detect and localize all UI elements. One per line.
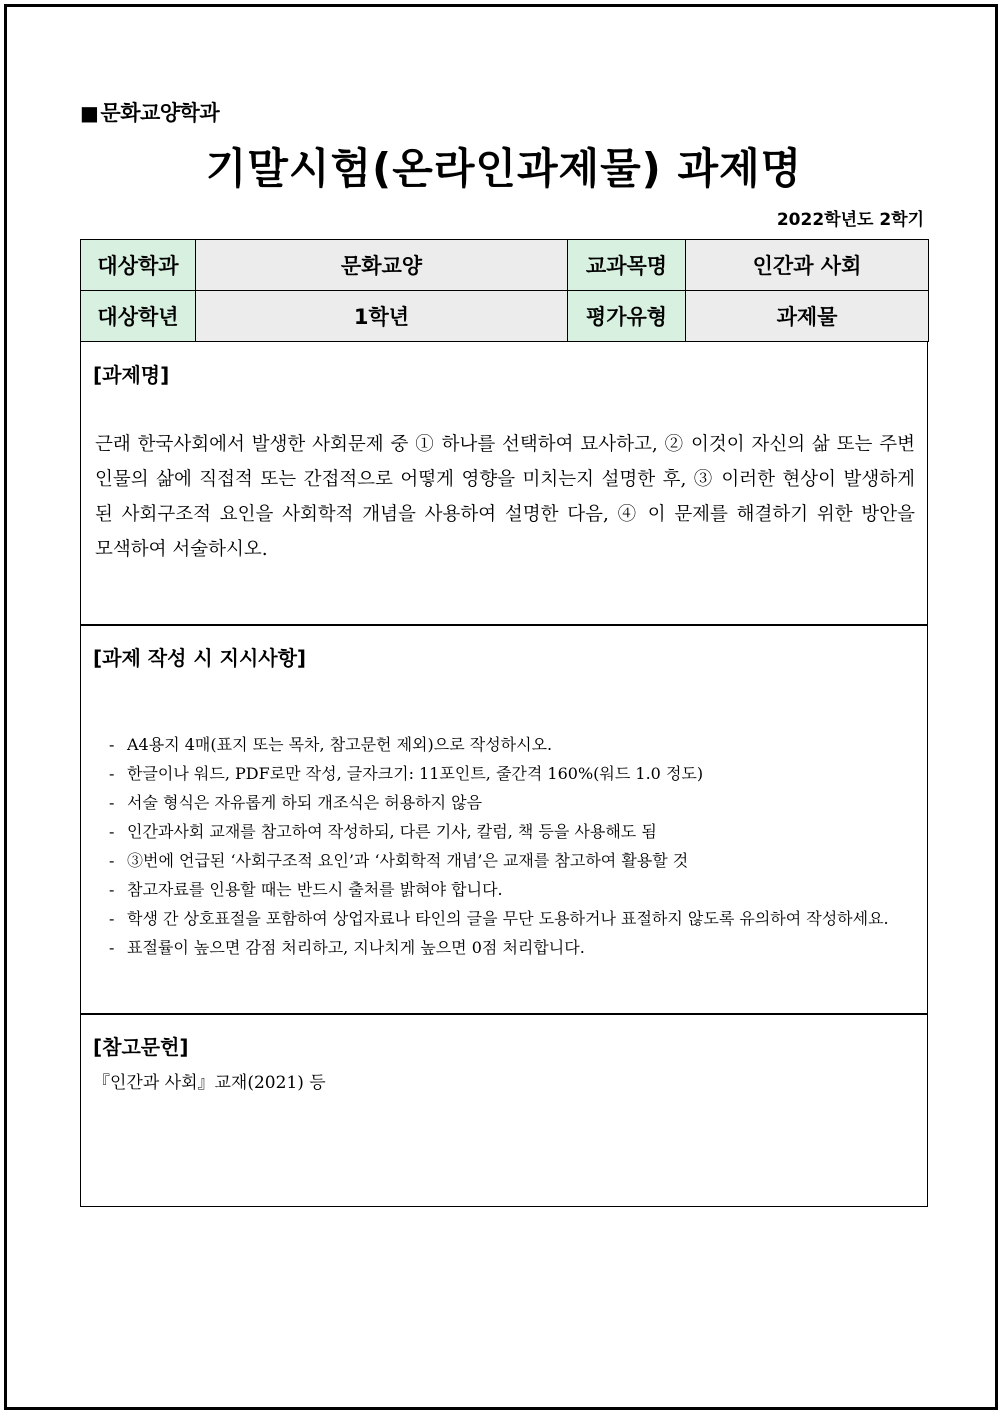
dash-bullet: - (109, 764, 115, 783)
instruction-text: 서술 형식은 자유롭게 하되 개조식은 허용하지 않음 (127, 793, 483, 812)
list-item (105, 904, 905, 933)
instruction-text: 한글이나 워드, PDF로만 작성, 글자크기: 11포인트, 줄간격 160%(워드 1.0 정도) (127, 764, 704, 783)
instructions-section (80, 624, 928, 1015)
instruction-text: ③번에 언급된 ‘사회구조적 요인’과 ‘사회학적 개념’은 교재를 참고하여 활용할 것 (127, 851, 689, 870)
instruction-text: A4용지 4매(표지 또는 목차, 참고문헌 제외)으로 작성하시오. (127, 735, 553, 754)
grade-label: 대상학년 (81, 291, 196, 342)
dash-bullet: - (109, 938, 115, 957)
dash-bullet: - (109, 851, 115, 870)
dash-bullet: - (109, 909, 115, 928)
instruction-text: 표절률이 높으면 감점 처리하고, 지나치게 높으면 0점 처리합니다. (127, 938, 585, 957)
references-section (80, 1013, 928, 1207)
course-label: 교과목명 (568, 240, 686, 291)
page-title: 기말시험(온라인과제물) 과제명 (205, 144, 803, 193)
eval-type-label: 평가유형 (568, 291, 686, 342)
department-name: 문화교양학과 (100, 101, 220, 125)
list-item (105, 788, 905, 817)
task-section (80, 341, 928, 626)
dash-bullet: - (109, 793, 115, 812)
instruction-text: 인간과사회 교재를 참고하여 작성하되, 다른 기사, 칼럼, 책 등을 사용해도 됨 (127, 822, 657, 841)
instructions-heading: [과제 작성 시 지시사항] (93, 646, 307, 670)
dash-bullet: - (109, 735, 115, 754)
list-item (105, 759, 905, 788)
task-description: 근래 한국사회에서 발생한 사회문제 중 ① 하나를 선택하여 묘사하고, ② 이것이 자신의 삶 또는 주변 인물의 삶에 직접적 또는 간접적으로 어떻게 영향을 미치는지 설명한 후, ③ 이러한 현상이 발생하게 된 사회구조적 요인을 사회학적 개념을 사용하여 설명한 다음, ④ 이 문제를 해결하기 위한 방안을 모색하여 서술하시오. (95, 434, 915, 560)
course-info-table (80, 239, 929, 342)
references-heading: [참고문헌] (93, 1035, 189, 1059)
table-row (81, 291, 929, 342)
list-item (105, 875, 905, 904)
department-heading (80, 97, 219, 127)
semester-label: 2022학년도 2학기 (776, 210, 924, 230)
square-bullet-icon: ■ (80, 101, 99, 125)
dept-value: 문화교양 (196, 240, 568, 291)
list-item (105, 933, 905, 962)
list-item (105, 846, 905, 875)
dash-bullet: - (109, 880, 115, 899)
list-item (105, 730, 905, 759)
dept-label: 대상학과 (81, 240, 196, 291)
task-heading: [과제명] (93, 363, 170, 387)
instruction-text: 참고자료를 인용할 때는 반드시 출처를 밝혀야 합니다. (127, 880, 503, 899)
dash-bullet: - (109, 822, 115, 841)
grade-value: 1학년 (196, 291, 568, 342)
eval-type-value: 과제물 (686, 291, 929, 342)
course-value: 인간과 사회 (686, 240, 929, 291)
table-row (81, 240, 929, 291)
list-item (105, 817, 905, 846)
instruction-text: 학생 간 상호표절을 포함하여 상업자료나 타인의 글을 무단 도용하거나 표절하지 않도록 유의하여 작성하세요. (127, 909, 889, 928)
references-text: 『인간과 사회』교재(2021) 등 (93, 1073, 326, 1093)
instructions-list (105, 730, 905, 962)
